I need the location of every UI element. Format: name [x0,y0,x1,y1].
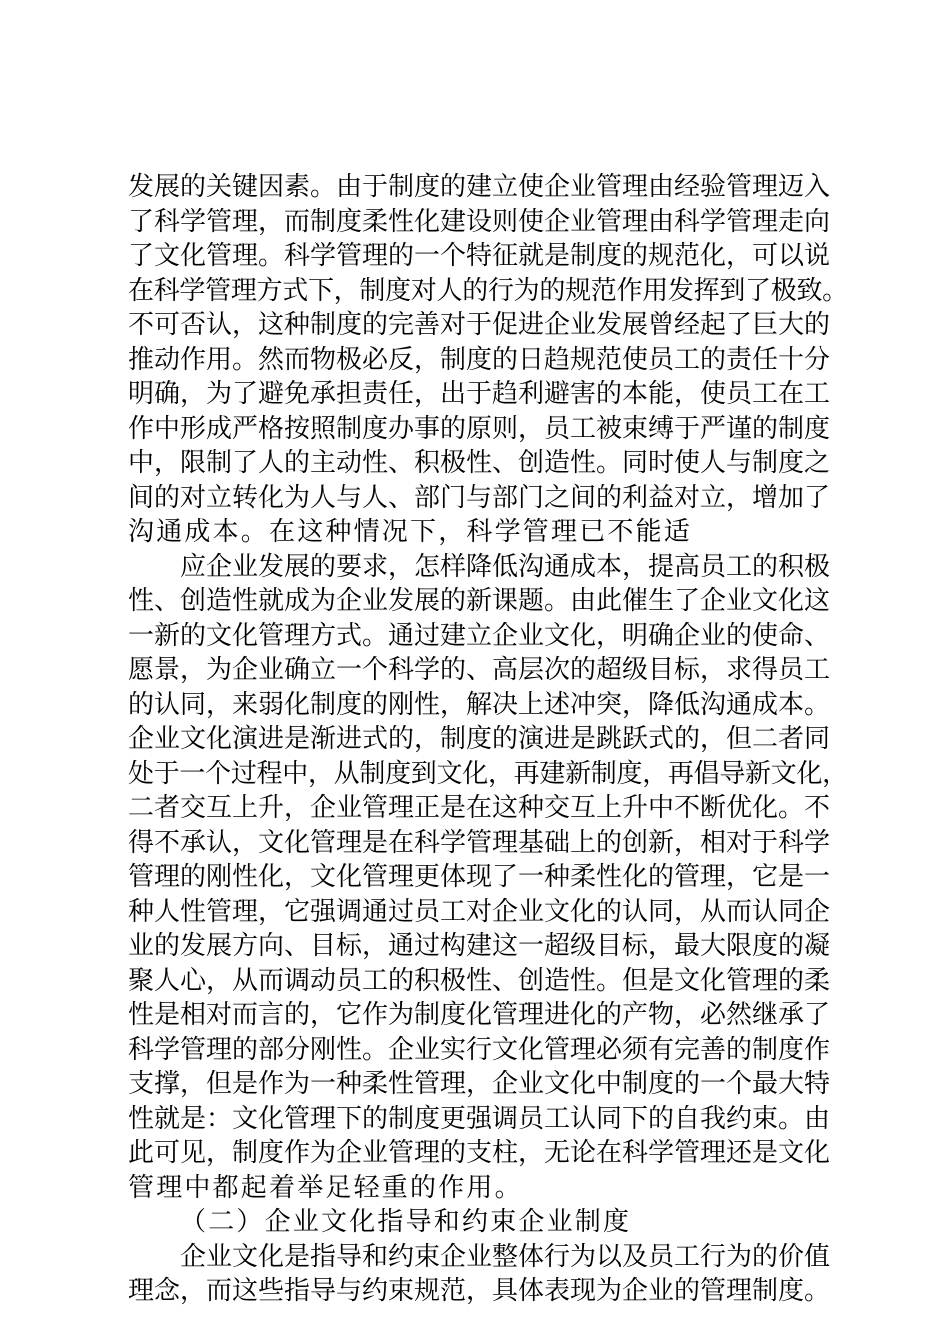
text-line: 的认同，来弱化制度的刚性，解决上述冲突，降低沟通成本。 [128,689,831,720]
text-line: （二）企业文化指导和约束企业制度 [180,1207,632,1237]
text-line: 间的对立转化为人与人、部门与部门之间的利益对立，增加了 [128,482,831,513]
text-line: 发展的关键因素。由于制度的建立使企业管理由经验管理迈入 [128,172,831,202]
body-text [128,170,848,1309]
text-line: 企业文化是指导和约束企业整体行为以及员工行为的价值 [180,1241,831,1272]
text-line: 性就是：文化管理下的制度更强调员工认同下的自我约束。由 [128,1103,831,1134]
text-line: 愿景，为企业确立一个科学的、高层次的超级目标，求得员工 [128,655,831,685]
text-line: 业的发展方向、目标，通过构建这一超级目标，最大限度的凝 [128,931,831,961]
text-line: 二者交互上升，企业管理正是在这种交互上升中不断优化。不 [128,793,831,823]
text-line: 科学管理的部分刚性。企业实行文化管理必须有完善的制度作 [128,1034,831,1065]
text-line: 明确，为了避免承担责任，出于趋利避害的本能，使员工在工 [128,379,831,409]
text-line: 聚人心，从而调动员工的积极性、创造性。但是文化管理的柔 [128,965,831,996]
text-line: 应企业发展的要求，怎样降低沟通成本，提高员工的积极 [180,551,831,582]
text-line: 性是相对而言的，它作为制度化管理进化的产物，必然继承了 [128,1000,831,1030]
text-line: 理念，而这些指导与约束规范，具体表现为企业的管理制度。 [128,1276,831,1306]
text-line: 管理的刚性化，文化管理更体现了一种柔性化的管理，它是一 [128,862,831,892]
text-line: 支撑，但是作为一种柔性管理，企业文化中制度的一个最大特 [128,1069,831,1099]
text-line: 管理中都起着举足轻重的作用。 [128,1172,523,1203]
text-line: 此可见，制度作为企业管理的支柱，无论在科学管理还是文化 [128,1138,831,1168]
text-line: 沟通成本。在这种情况下，科学管理已不能适 [128,517,693,547]
text-line: 一新的文化管理方式。通过建立企业文化，明确企业的使命、 [128,620,831,651]
text-line: 性、创造性就成为企业发展的新课题。由此催生了企业文化这 [128,586,831,616]
text-line: 不可否认，这种制度的完善对于促进企业发展曾经起了巨大的 [128,310,831,340]
text-line: 了科学管理，而制度柔性化建设则使企业管理由科学管理走向 [128,206,831,237]
text-line: 推动作用。然而物极必反，制度的日趋规范使员工的责任十分 [128,344,831,375]
text-line: 处于一个过程中，从制度到文化，再建新制度，再倡导新文化， [128,758,848,789]
text-line: 种人性管理，它强调通过员工对企业文化的认同，从而认同企 [128,896,831,927]
text-line: 作中形成严格按照制度办事的原则，员工被束缚于严谨的制度 [128,413,831,444]
text-line: 得不承认，文化管理是在科学管理基础上的创新，相对于科学 [128,827,831,858]
text-line: 在科学管理方式下，制度对人的行为的规范作用发挥到了极致。 [128,275,848,306]
text-line: 了文化管理。科学管理的一个特征就是制度的规范化，可以说 [128,241,831,271]
text-line: 中，限制了人的主动性、积极性、创造性。同时使人与制度之 [128,448,831,478]
text-line: 企业文化演进是渐进式的，制度的演进是跳跃式的，但二者同 [128,724,831,754]
